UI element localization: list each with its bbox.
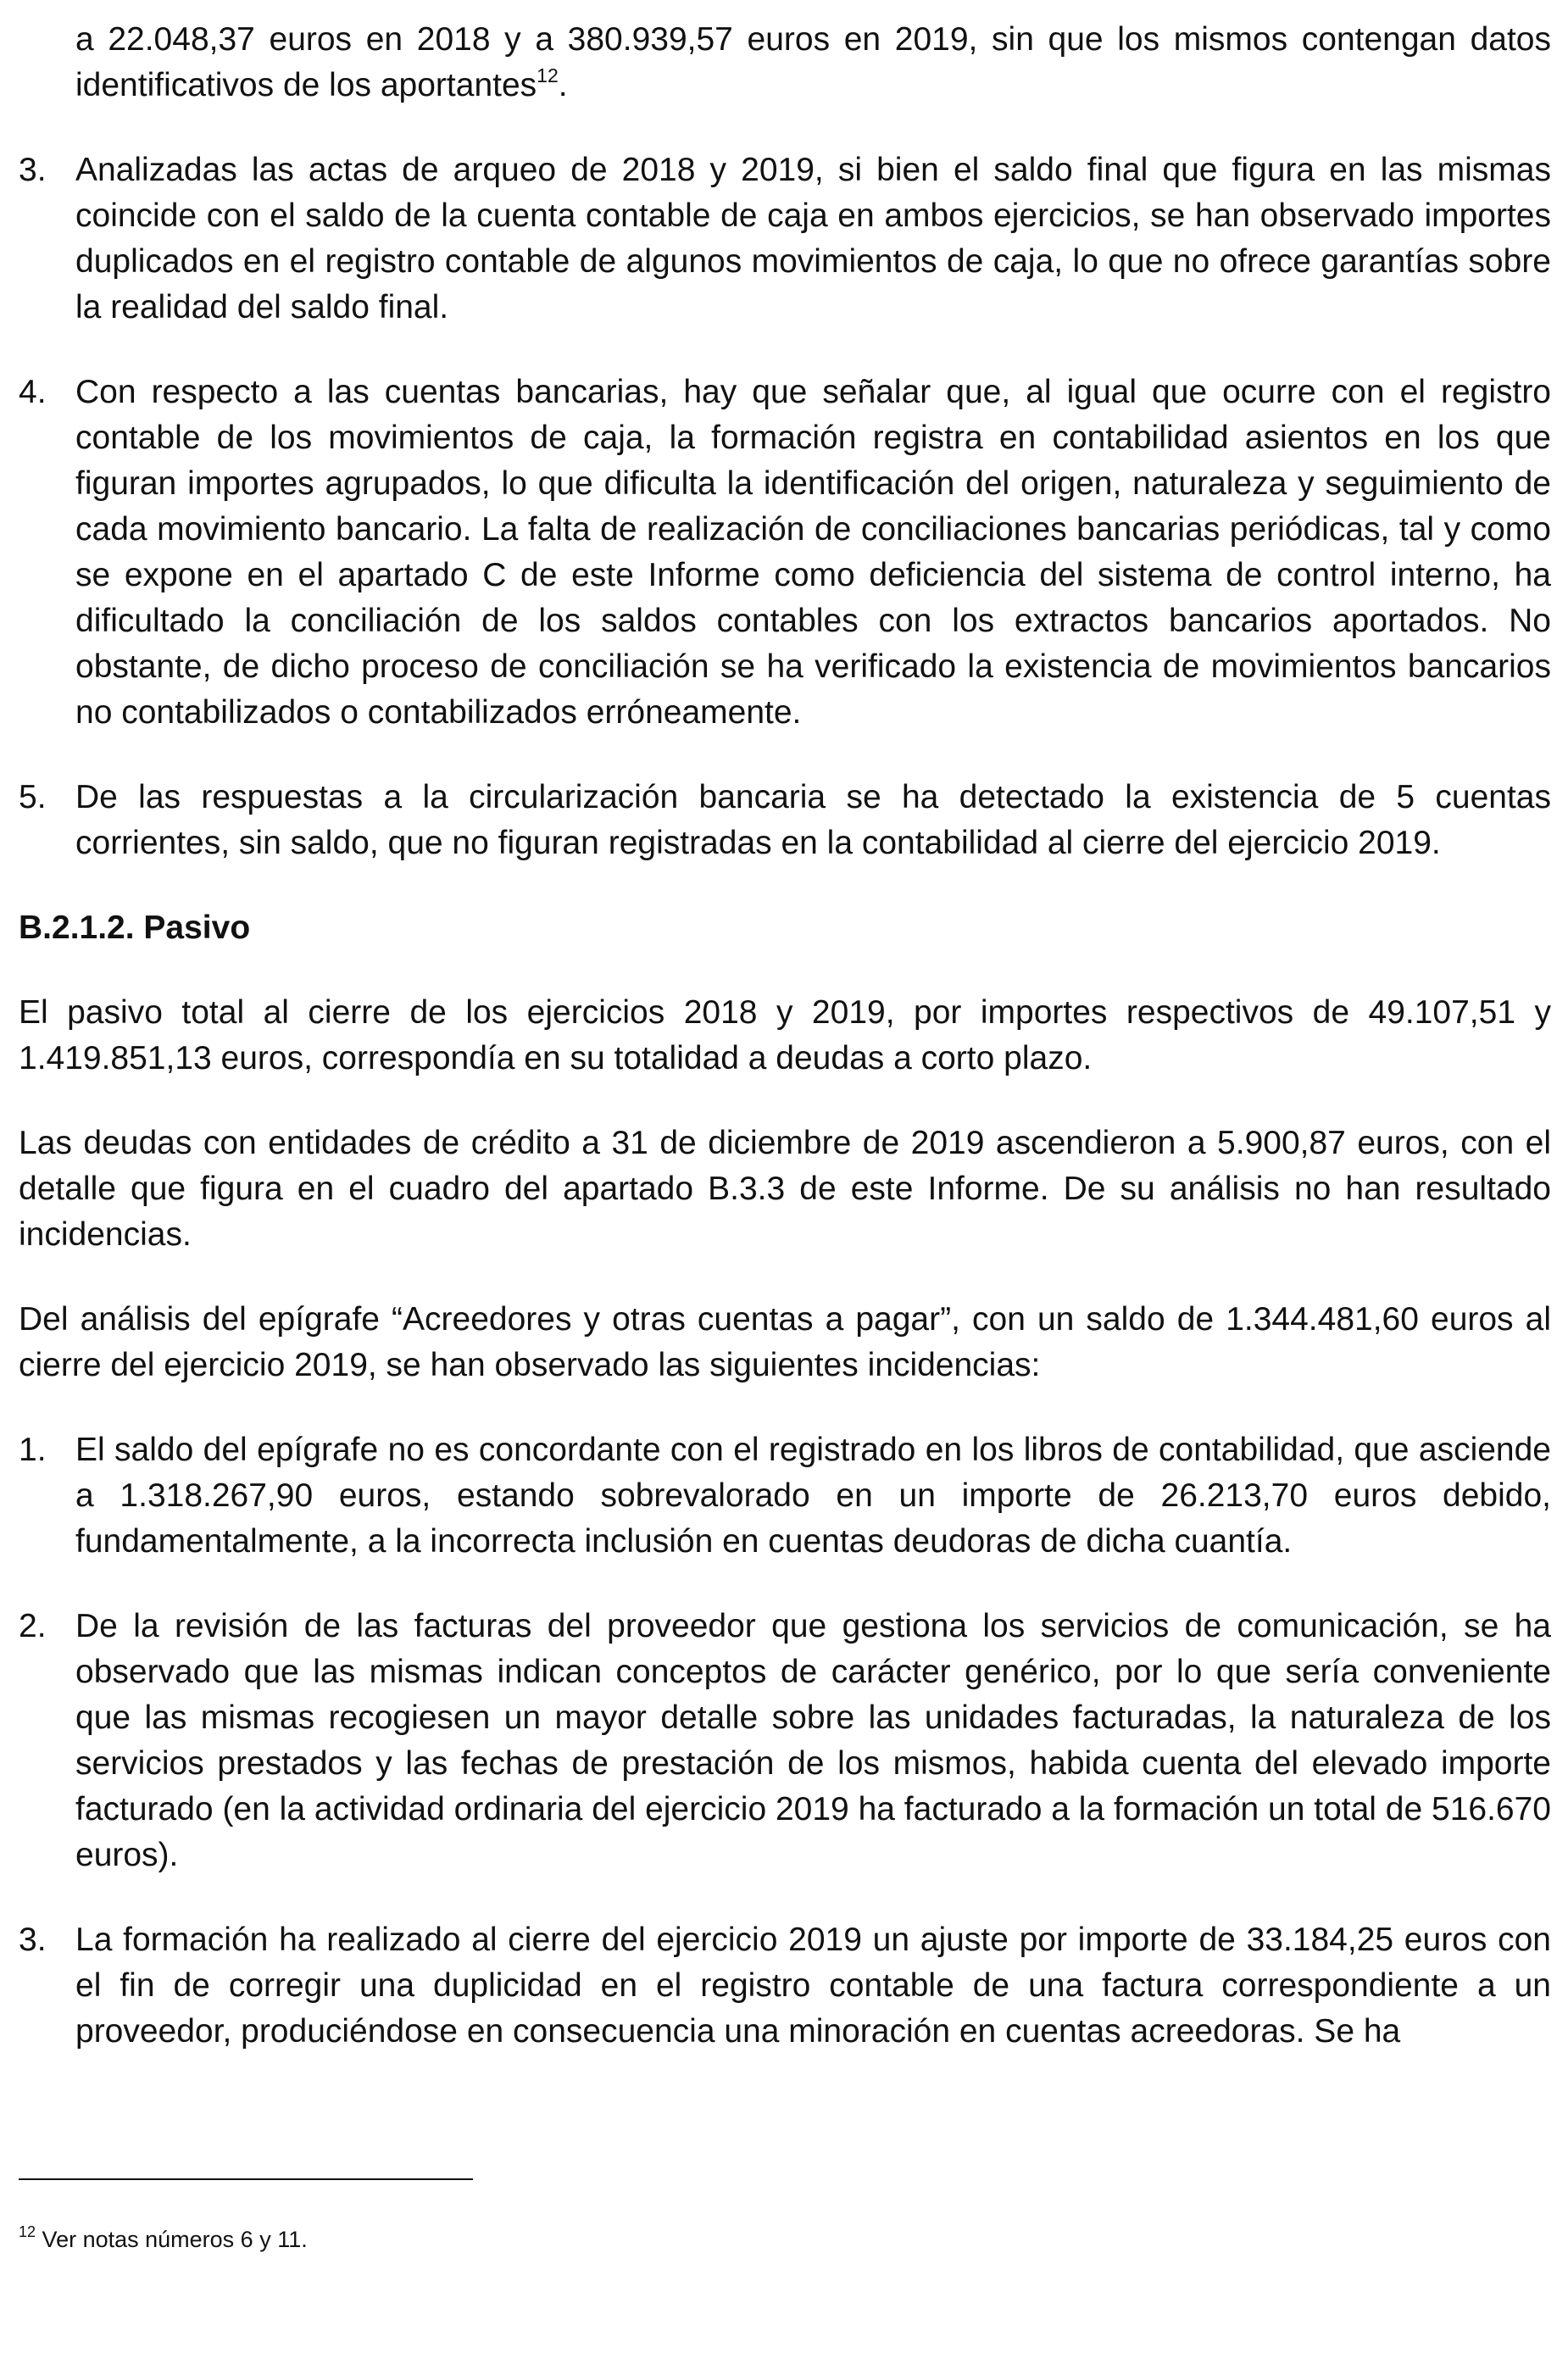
list-number: 3. (19, 1922, 47, 1958)
list-number: 2. (19, 1608, 47, 1644)
list-item-caja-3 (19, 147, 1551, 331)
list-number: 3. (19, 152, 47, 188)
footnote-reference[interactable]: 12 (537, 64, 559, 86)
list-number: 1. (19, 1432, 47, 1468)
list-item-pasivo-1 (19, 1427, 1551, 1565)
list-item-caja-5 (19, 775, 1551, 866)
list-text: La formación ha realizado al cierre del ejercicio 2019 un ajuste por importe de 33.184,25 euros con el fin de corregir una duplicidad en el registro contable de una factura correspondiente a un proveedor, produciéndose en consecuencia una minoración en cuentas acreedoras. Se ha (75, 1922, 1551, 2050)
list-text: Con respecto a las cuentas bancarias, hay que señalar que, al igual que ocurre con el registro contable de los movimientos de caja, la formación registra en contabilidad asientos en los que figuran importes agrupados, lo que dificulta la identificación del origen, naturaleza y seguimiento de cada movimiento bancario. La falta de realización de conciliaciones bancarias periódicas, tal y como se expone en el apartado C de este Informe como deficiencia del sistema de control interno, ha dificultado la conciliación de los saldos contables con los extractos bancarios aportados. No obstante, de dicho proceso de conciliación se ha verificado la existencia de movimientos bancarios no contabilizados o contabilizados erróneamente. (75, 374, 1551, 731)
footnote-text: Ver notas números 6 y 11. (42, 2227, 308, 2252)
section-heading: B.2.1.2. Pasivo (19, 909, 251, 946)
continuation-paragraph (19, 17, 1551, 108)
list-text: De las respuestas a la circularización bancaria se ha detectado la existencia de 5 cuentas corrientes, sin saldo, que no figuran registradas en la contabilidad al cierre del ejercicio 2019. (75, 779, 1551, 861)
continuation-text: a 22.048,37 euros en 2018 y a 380.939,57 euros en 2019, sin que los mismos contengan datos identificativos de los aportantes (75, 21, 1551, 103)
list-item-pasivo-3 (19, 1917, 1551, 2055)
footnote-separator (19, 2178, 473, 2180)
list-item-caja-4 (19, 370, 1551, 736)
page-body (19, 17, 1551, 2094)
list-text: El saldo del epígrafe no es concordante con el registrado en los libros de contabilidad, que asciende a 1.318.267,90 euros, estando sobrevalorado en un importe de 26.213,70 euros debido, fundamentalmente, a la incorrecta inclusión en cuentas deudoras de dicha cuantía. (75, 1432, 1551, 1560)
footnote-mark: 12 (19, 2223, 36, 2240)
list-number: 4. (19, 374, 47, 410)
paragraph: Del análisis del epígrafe “Acreedores y otras cuentas a pagar”, con un saldo de 1.344.481,60 euros al cierre del ejercicio 2019, se han observado las siguientes incidencias: (19, 1301, 1551, 1383)
paragraph: El pasivo total al cierre de los ejercicios 2018 y 2019, por importes respectivos de 49.107,51 y 1.419.851,13 euros, correspondía en su totalidad a deudas a corto plazo. (19, 994, 1551, 1076)
list-text: De la revisión de las facturas del proveedor que gestiona los servicios de comunicación, se ha observado que las mismas indican conceptos de carácter genérico, por lo que sería conveniente que las mismas recogiesen un mayor detalle sobre las unidades facturadas, la naturaleza de los servicios prestados y las fechas de prestación de los mismos, habida cuenta del elevado importe facturado (en la actividad ordinaria del ejercicio 2019 ha facturado a la formación un total de 516.670 euros). (75, 1608, 1551, 1873)
continuation-end: . (558, 67, 568, 103)
paragraph: Las deudas con entidades de crédito a 31 de diciembre de 2019 ascendieron a 5.900,87 euros, con el detalle que figura en el cuadro del apartado B.3.3 de este Informe. De su análisis no han resultado incidencias. (19, 1125, 1551, 1253)
list-item-pasivo-2 (19, 1604, 1551, 1878)
list-number: 5. (19, 779, 47, 815)
footnote (19, 2224, 308, 2255)
list-text: Analizadas las actas de arqueo de 2018 y 2019, si bien el saldo final que figura en las mismas coincide con el saldo de la cuenta contable de caja en ambos ejercicios, se han observado importes duplicados en el registro contable de algunos movimientos de caja, lo que no ofrece garantías sobre la realidad del saldo final. (75, 152, 1551, 325)
